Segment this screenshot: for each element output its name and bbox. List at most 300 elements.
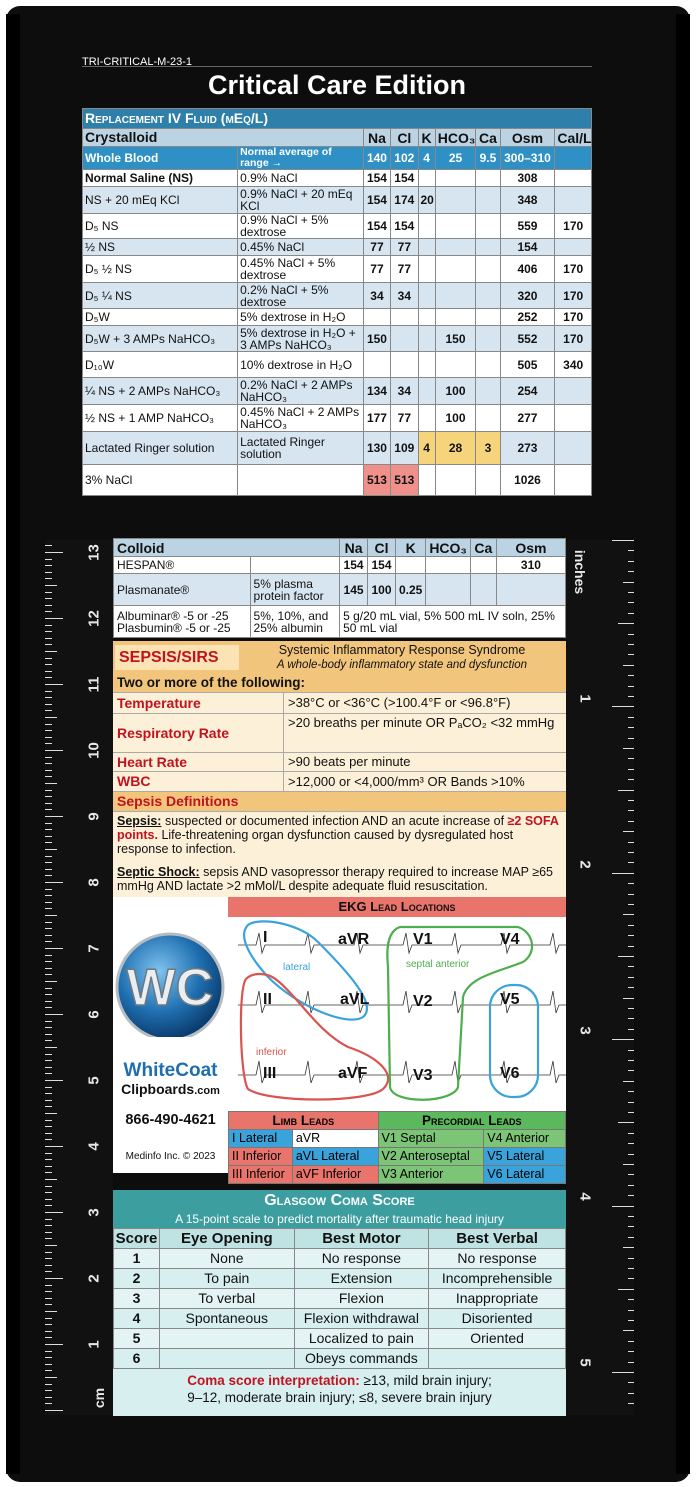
colloid-table [113, 538, 566, 638]
iv-k [418, 378, 435, 405]
ruler-tick [45, 1007, 52, 1008]
cm-number: 11 [85, 676, 103, 693]
ruler-tick [45, 1291, 52, 1292]
albuminar-note: 5 g/20 mL vial, 5% 500 mL IV soln, 25% 50 mL vial [340, 606, 566, 638]
gcs-panel [113, 1190, 566, 1416]
ruler-tick [628, 561, 634, 562]
ruler-tick [45, 1403, 52, 1404]
clipboard-edge-left [6, 14, 20, 1474]
cm-number: 4 [85, 1142, 103, 1151]
gcs-row [114, 1329, 566, 1349]
iv-ca [476, 378, 500, 405]
iv-fluid-table [82, 108, 592, 496]
iv-row [83, 309, 592, 326]
ruler-tick [45, 572, 52, 573]
gcs-cell: No response [294, 1249, 429, 1269]
ruler-tick [628, 1268, 634, 1269]
iv-hco3 [435, 187, 476, 214]
iv-osm: 252 [500, 309, 555, 326]
ruler-tick [45, 1106, 52, 1107]
gcs-cell: Localized to pain [294, 1329, 429, 1349]
ruler-tick [45, 625, 52, 626]
header [82, 56, 592, 104]
iv-desc: 0.45% NaCl [238, 239, 364, 256]
iv-cl [391, 352, 418, 378]
ruler-tick [45, 691, 52, 692]
header-rule [82, 66, 592, 67]
ruler-tick [45, 1298, 52, 1299]
iv-k [418, 352, 435, 378]
ruler-tick [45, 988, 52, 989]
ruler-tick [628, 654, 634, 655]
ruler-tick [623, 1247, 634, 1248]
ruler-tick [45, 829, 52, 830]
iv-row [83, 187, 592, 214]
iv-row [83, 214, 592, 239]
brand-name-2: Clipboards [121, 1081, 195, 1097]
iv-na: 134 [363, 378, 390, 405]
ekg-panel [228, 897, 566, 1111]
gcs-header [113, 1190, 566, 1228]
iv-cal: 170 [555, 309, 592, 326]
iv-name: D₅W [83, 309, 238, 326]
iv-ca [476, 283, 500, 309]
gcs-col-eye: Eye Opening [159, 1229, 294, 1249]
ruler-tick [45, 1126, 52, 1127]
iv-osm: 273 [500, 432, 555, 465]
ruler-tick [628, 1226, 634, 1227]
ruler-tick [623, 748, 634, 749]
ruler-tick [628, 894, 634, 895]
arrow-icon: → [271, 157, 283, 169]
ruler-tick [45, 948, 63, 949]
ruler-tick [618, 956, 634, 957]
iv-osm: 1026 [500, 465, 555, 496]
criterion-label: Heart Rate [117, 754, 188, 770]
ruler-tick [45, 684, 63, 685]
ruler-tick [45, 1265, 52, 1266]
ruler-tick [45, 1212, 63, 1213]
hespan-osm: 310 [496, 557, 565, 574]
ruler-tick [628, 821, 634, 822]
iv-name: Lactated Ringer solution [83, 432, 238, 465]
ruler-tick [628, 602, 634, 603]
inch-number: 1 [576, 694, 594, 703]
ekg-title: EKG Lead Locations [228, 897, 566, 917]
iv-desc: 0.9% NaCl + 5% dextrose [238, 214, 364, 239]
brand-panel [113, 897, 228, 1173]
ruler-tick [45, 618, 63, 619]
ruler-tick [45, 1278, 63, 1279]
ruler-tick [628, 1112, 634, 1113]
ruler-tick [628, 1195, 634, 1196]
cm-number: 9 [85, 812, 103, 821]
iv-hco3 [435, 465, 476, 496]
iv-cl: 34 [391, 378, 418, 405]
ruler-tick [628, 1382, 634, 1383]
ruler-tick [45, 1304, 52, 1305]
ruler-tick [45, 869, 52, 870]
iv-ca [476, 352, 500, 378]
wb-osm: 300–310 [500, 147, 555, 170]
ruler-tick [45, 1179, 57, 1180]
iv-na: 154 [363, 170, 390, 187]
defs-title: Sepsis Definitions [117, 793, 239, 809]
ruler-tick [45, 737, 52, 738]
ruler-tick [45, 1186, 52, 1187]
ruler-tick [45, 743, 52, 744]
iv-k [418, 214, 435, 239]
iv-row [83, 352, 592, 378]
ruler-tick [45, 915, 57, 916]
ruler-tick [628, 977, 634, 978]
gcs-row [114, 1309, 566, 1329]
ruler-tick [623, 831, 634, 832]
iv-desc: 0.45% NaCl + 5% dextrose [238, 256, 364, 283]
col-cl: Cl [391, 129, 418, 147]
iv-cl [391, 326, 418, 352]
ruler-tick [45, 895, 52, 896]
ruler-tick [628, 1060, 634, 1061]
ruler-tick [45, 651, 57, 652]
iv-hco3 [435, 352, 476, 378]
sepsis-panel [113, 641, 566, 897]
ruler-tick [45, 1166, 52, 1167]
ruler-tick [628, 644, 634, 645]
iv-row [83, 465, 592, 496]
iv-k [418, 405, 435, 432]
ruler-tick [45, 1199, 52, 1200]
criterion-value: >12,000 or <4,000/mm³ OR Bands >10% [283, 772, 525, 791]
iv-hco3: 150 [435, 326, 476, 352]
iv-k: 20 [418, 187, 435, 214]
ruler-tick [45, 1034, 52, 1035]
gcs-cell [429, 1349, 566, 1369]
region-lateral: lateral [283, 962, 311, 973]
colloid-col-osm: Osm [496, 539, 565, 557]
ruler-tick [612, 540, 634, 541]
ruler-tick [623, 998, 634, 999]
wb-ca: 9.5 [476, 147, 500, 170]
ruler-tick [45, 1040, 52, 1041]
ruler-tick [45, 638, 52, 639]
iv-ca [476, 187, 500, 214]
ruler-tick [628, 779, 634, 780]
ruler-tick [45, 1370, 52, 1371]
iv-na: 154 [363, 214, 390, 239]
ruler-tick [45, 763, 52, 764]
def1-label: Sepsis: [117, 814, 162, 828]
hespan-row [114, 557, 566, 574]
ruler-tick [628, 1351, 634, 1352]
iv-cl: 34 [391, 283, 418, 309]
ruler-tick [628, 1320, 634, 1321]
iv-row [83, 283, 592, 309]
ruler-tick [628, 1403, 634, 1404]
ruler-tick [45, 1139, 52, 1140]
ruler-tick [45, 677, 52, 678]
gcs-cell: None [159, 1249, 294, 1269]
hespan-cl: 154 [368, 557, 396, 574]
iv-name: Normal Saline (NS) [83, 170, 238, 187]
ruler-tick [618, 1289, 634, 1290]
cm-unit-label: cm [91, 1387, 108, 1409]
ruler-tick [623, 665, 634, 666]
ruler-tick [45, 1093, 52, 1094]
ruler-tick [628, 550, 634, 551]
ruler-tick [628, 1029, 634, 1030]
iv-cal: 170 [555, 326, 592, 352]
lead-ii: II [263, 991, 272, 1008]
inch-number: 5 [576, 1358, 594, 1367]
ruler-tick [628, 686, 634, 687]
iv-cal [555, 405, 592, 432]
iv-desc: 0.9% NaCl [238, 170, 364, 187]
ruler-tick [628, 1050, 634, 1051]
ruler-tick [45, 559, 52, 560]
lead-cell: aVL Lateral [292, 1148, 378, 1166]
criterion-label: Temperature [117, 695, 201, 711]
ruler-tick [45, 1410, 63, 1411]
ruler-tick [628, 738, 634, 739]
ruler-tick [45, 1377, 57, 1378]
ruler-tick [628, 1362, 634, 1363]
lead-i: I [263, 929, 268, 946]
iv-row [83, 378, 592, 405]
iv-osm: 505 [500, 352, 555, 378]
ruler-tick [45, 776, 52, 777]
iv-na [363, 352, 390, 378]
ruler-tick [45, 908, 52, 909]
ruler-tick [45, 1060, 52, 1061]
gcs-cell [159, 1329, 294, 1349]
gcs-cell: 2 [114, 1269, 160, 1289]
ruler-tick [612, 873, 634, 874]
iv-na: 34 [363, 283, 390, 309]
ruler-tick [628, 904, 634, 905]
ruler-tick [628, 946, 634, 947]
lead-cell: III Inferior [229, 1166, 293, 1184]
lead-cell: aVF Inferior [292, 1166, 378, 1184]
gcs-cell: No response [429, 1249, 566, 1269]
ruler-tick [45, 658, 52, 659]
ruler-tick [45, 1245, 57, 1246]
colloid-col-cl: Cl [368, 539, 396, 557]
iv-name: D₅ ½ NS [83, 256, 238, 283]
ruler-tick [628, 800, 634, 801]
iv-k: 4 [418, 432, 435, 465]
ruler-tick [628, 758, 634, 759]
iv-cal: 170 [555, 214, 592, 239]
limb-leads-title: Limb Leads [229, 1112, 379, 1130]
whitecoat-logo-icon [113, 897, 228, 1037]
iv-title: Replacement IV Fluid (mEq/L) [83, 109, 592, 129]
iv-cl: 154 [391, 214, 418, 239]
clipboard-edge-right [676, 14, 690, 1474]
ruler-tick [45, 928, 52, 929]
gcs-cell: 5 [114, 1329, 160, 1349]
ruler-tick [45, 644, 52, 645]
lead-cell: II Inferior [229, 1148, 293, 1166]
ruler-tick [45, 981, 57, 982]
ruler-tick [612, 1372, 634, 1373]
cm-number: 5 [85, 1076, 103, 1085]
gcs-col-score: Score [114, 1229, 160, 1249]
criterion-temperature [113, 693, 566, 714]
ruler-tick [618, 623, 634, 624]
ruler-tick [628, 883, 634, 884]
ruler-tick [628, 862, 634, 863]
ruler-tick [628, 1341, 634, 1342]
ruler-tick [628, 1102, 634, 1103]
col-ca: Ca [476, 129, 500, 147]
ruler-tick [45, 882, 63, 883]
wb-desc: Normal average of range [240, 146, 332, 169]
ruler-tick [45, 611, 52, 612]
lead-table [228, 1111, 566, 1184]
gcs-row [114, 1249, 566, 1269]
iv-hco3 [435, 239, 476, 256]
iv-name: D₅ NS [83, 214, 238, 239]
iv-cal [555, 465, 592, 496]
gcs-cell: To pain [159, 1269, 294, 1289]
albuminar-desc: 5%, 10%, and 25% albumin [250, 606, 340, 638]
lead-v4: V4 [500, 931, 520, 948]
whole-blood-row [83, 147, 592, 170]
iv-cl: 513 [391, 465, 418, 496]
defs-header [113, 792, 566, 812]
iv-cl: 77 [391, 256, 418, 283]
gcs-subtitle: A 15-point scale to predict mortality after traumatic head injury [175, 1212, 504, 1226]
ruler-tick [45, 1067, 52, 1068]
ruler-tick [45, 849, 57, 850]
precordial-leads-title: Precordial Leads [378, 1112, 566, 1130]
brand-suffix: .com [194, 1085, 220, 1097]
iv-osm: 277 [500, 405, 555, 432]
ruler-tick [45, 605, 52, 606]
gcs-col-verbal: Best Verbal [429, 1229, 566, 1249]
ruler-tick [45, 955, 52, 956]
col-cal: Cal/L [555, 129, 592, 147]
ruler-tick [628, 1174, 634, 1175]
gcs-cell: Obeys commands [294, 1349, 429, 1369]
cm-number: 1 [85, 1340, 103, 1349]
iv-osm: 348 [500, 187, 555, 214]
ruler-tick [45, 1001, 52, 1002]
wb-hco3: 25 [435, 147, 476, 170]
ruler-tick [628, 987, 634, 988]
iv-na: 150 [363, 326, 390, 352]
gcs-cell: 3 [114, 1289, 160, 1309]
ruler-tick [45, 1080, 63, 1081]
lead-v2: V2 [413, 993, 433, 1010]
wb-name: Whole Blood [83, 147, 238, 170]
ruler-tick [45, 750, 63, 751]
wb-na: 140 [363, 147, 390, 170]
ruler-tick [628, 1133, 634, 1134]
ruler-tick [628, 1299, 634, 1300]
ruler-tick [45, 1054, 52, 1055]
iv-row [83, 256, 592, 283]
ruler-tick [45, 796, 52, 797]
iv-desc: 5% dextrose in H₂O [238, 309, 364, 326]
plasmanate-na: 145 [340, 574, 368, 606]
ruler-tick [45, 1331, 52, 1332]
iv-na [363, 309, 390, 326]
ruler-tick [45, 1100, 52, 1101]
col-na: Na [363, 129, 390, 147]
ruler-tick [45, 1225, 52, 1226]
ruler-tick [628, 842, 634, 843]
iv-name: NS + 20 mEq KCl [83, 187, 238, 214]
ruler-tick [45, 565, 52, 566]
ruler-tick [45, 862, 52, 863]
septic-shock-definition [117, 865, 563, 893]
brand-name: WhiteCoat [123, 1060, 218, 1081]
lead-cell: aVR [292, 1130, 378, 1148]
ruler-tick [45, 1146, 63, 1147]
ruler-tick [45, 994, 52, 995]
def1-text2: Life-threatening organ dysfunction caused by dysregulated host response to infection. [117, 828, 514, 856]
gcs-title: Glasgow Coma Score [264, 1192, 415, 1209]
ruler-tick [45, 710, 52, 711]
gcs-cell [159, 1349, 294, 1369]
ruler-tick [45, 875, 52, 876]
ruler-tick [45, 1252, 52, 1253]
ruler-tick [628, 1008, 634, 1009]
ruler-tick [45, 757, 52, 758]
ruler-tick [628, 852, 634, 853]
sepsis-definition [117, 814, 563, 856]
ruler-tick [628, 1237, 634, 1238]
ruler-tick [628, 1018, 634, 1019]
ruler-tick [628, 1143, 634, 1144]
iv-k [418, 170, 435, 187]
gcs-cell: Flexion withdrawal [294, 1309, 429, 1329]
phone-number: 866-490-4621 [125, 1112, 216, 1128]
col-k: K [418, 129, 435, 147]
iv-ca [476, 239, 500, 256]
ruler-tick [45, 598, 52, 599]
iv-k [418, 256, 435, 283]
iv-cal [555, 378, 592, 405]
ruler-tick [628, 727, 634, 728]
ruler-tick [45, 816, 63, 817]
ruler-tick [628, 966, 634, 967]
iv-k [418, 465, 435, 496]
gcs-cell: Incomprehensible [429, 1269, 566, 1289]
criterion-heart-rate [113, 753, 566, 772]
gcs-cell: Flexion [294, 1289, 429, 1309]
iv-ca [476, 309, 500, 326]
lead-cell: V5 Lateral [484, 1148, 566, 1166]
ruler-tick [628, 1258, 634, 1259]
ruler-tick [628, 925, 634, 926]
lead-v1: V1 [413, 931, 433, 948]
ruler-tick [45, 809, 52, 810]
iv-na: 77 [363, 256, 390, 283]
ruler-tick [628, 1278, 634, 1279]
ruler-tick [45, 968, 52, 969]
gcs-cell: 4 [114, 1309, 160, 1329]
iv-cal: 170 [555, 283, 592, 309]
ruler-tick [45, 724, 52, 725]
lead-avf: aVF [338, 1065, 368, 1082]
iv-desc: 0.2% NaCl + 2 AMPs NaHCO₃ [238, 378, 364, 405]
ruler-tick [45, 790, 52, 791]
lead-v6: V6 [500, 1065, 520, 1082]
gcs-interpretation [113, 1372, 566, 1406]
